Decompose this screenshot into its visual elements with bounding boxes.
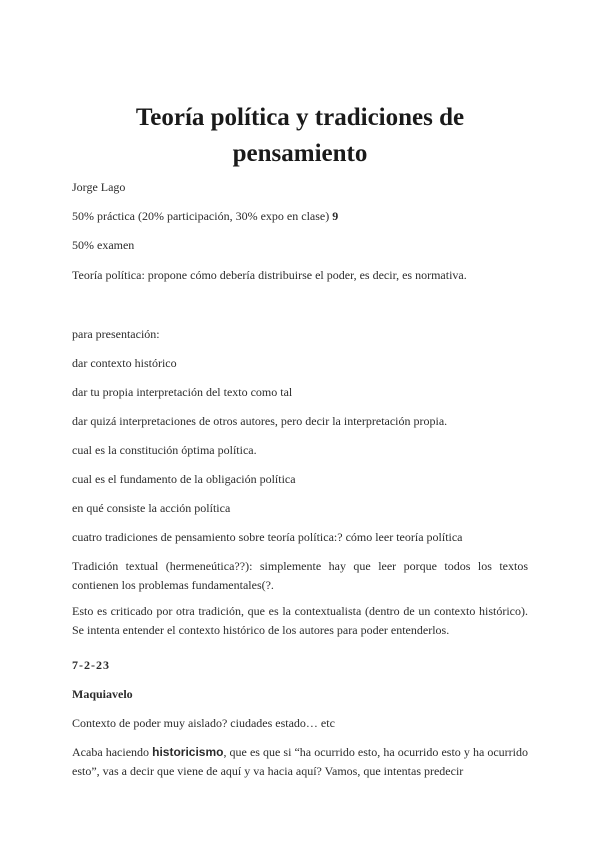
historicism-before: Acaba haciendo xyxy=(72,745,153,759)
author-line: Jorge Lago xyxy=(72,180,126,194)
grading-practice-text: 50% práctica (20% participación, 30% expo en clase) xyxy=(72,209,330,223)
date-heading: 7-2-23 xyxy=(72,658,110,672)
definition-line: Teoría política: propone cómo debería distribuirse el poder, es decir, es normativa. xyxy=(72,268,467,282)
presentation-item: dar quizá interpretaciones de otros autores, pero decir la interpretación propia. xyxy=(72,414,448,428)
title-line-1: Teoría política y tradiciones de xyxy=(135,104,465,131)
document-title xyxy=(72,100,528,172)
contextual-tradition-paragraph: Esto es criticado por otra tradición, que es la contextualista (dentro de un contexto histórico). Se intenta entender el contexto histórico de los autores para poder entenderlos. xyxy=(72,604,528,637)
historicism-paragraph xyxy=(72,743,528,781)
title-line-2: pensamiento xyxy=(232,140,368,167)
presentation-item: dar tu propia interpretación del texto como tal xyxy=(72,385,293,399)
grading-practice xyxy=(72,207,528,226)
presentation-item: dar contexto histórico xyxy=(72,356,177,370)
presentation-item: en qué consiste la acción política xyxy=(72,501,231,515)
context-note: Contexto de poder muy aislado? ciudades estado… etc xyxy=(72,716,335,730)
grading-practice-score: 9 xyxy=(332,209,339,223)
historicism-term: historicismo xyxy=(152,745,224,759)
presentation-heading: para presentación: xyxy=(72,327,160,341)
presentation-item: cual es la constitución óptima política. xyxy=(72,443,257,457)
textual-tradition-paragraph: Tradición textual (hermeneútica??): simplemente hay que leer porque todos los textos contienen los problemas fundamentales(?. xyxy=(72,559,528,592)
presentation-item: cual es el fundamento de la obligación política xyxy=(72,472,296,486)
section-title: Maquiavelo xyxy=(72,687,133,701)
presentation-item: cuatro tradiciones de pensamiento sobre teoría política:? cómo leer teoría política xyxy=(72,530,463,544)
grading-exam: 50% examen xyxy=(72,238,135,252)
historicism-after: , que es que si “ha ocurrido esto, ha ocurrido esto y ha ocurrido esto”, vas a decir que viene de aquí y va hacia aquí? Vamos, que intentas predecir xyxy=(72,745,528,778)
